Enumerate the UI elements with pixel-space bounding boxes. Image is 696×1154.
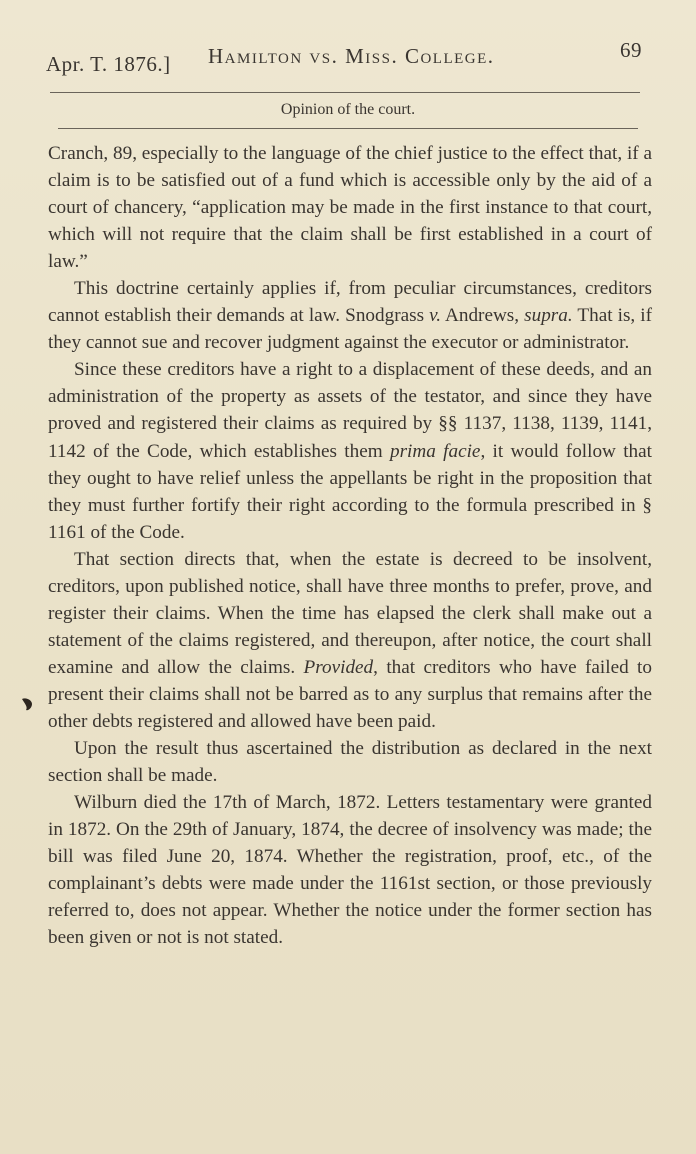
section-subheading: Opinion of the court. [280, 101, 416, 118]
italic-text: v. [429, 305, 441, 327]
paragraph [48, 546, 652, 735]
text-run: Upon the result thus ascertained the distribution as declared in the next section shall be made. [48, 738, 652, 787]
text-run: That section directs that, when the estate is decreed to be insolvent, creditors, upon published notice, shall have three months to prefer, prove, and register their claims. When the time has elapsed the clerk shall make out a statement of the claims registered, and thereupon, after notice, the court shall examine and allow the claims. [48, 548, 652, 678]
text-run: Cranch, 89, especially to the language of the chief justice to the effect that, if a claim is to be satisfied out of a fund which is accessible only by the aid of a court of chancery, “application may be made in the first instance to that court, which will not require that the claim shall be first established in a court of law.” [48, 143, 652, 273]
paragraph [48, 356, 652, 545]
case-title: Hamilton vs. Miss. College. [208, 44, 495, 68]
header-rule-top [50, 92, 640, 93]
ink-mark-icon [20, 696, 34, 712]
paragraph [48, 735, 652, 789]
text-run: Andrews, [441, 305, 525, 327]
italic-text: prima facie [389, 440, 481, 462]
court-term: Apr. T. 1876.] [46, 52, 171, 76]
page-number: 69 [620, 38, 642, 62]
italic-text: supra. [524, 305, 573, 327]
text-run: This doctrine certainly applies if, from peculiar circumstances, creditors cannot establish their demands at law. Snodgrass [48, 278, 652, 327]
text-run: Wilburn died the 17th of March, 1872. Letters testamentary were granted in 1872. On the 29th of January, 1874, the decree of insolvency was made; the bill was filed June 20, 1874. Whether the registration, proof, etc., of the complainant’s debts were made under the 1161st section, or those previously referred to, does not appear. Whether the notice under the former section has been given or not is not stated. [48, 792, 652, 949]
italic-text: Provided [303, 656, 374, 678]
paragraph [48, 789, 652, 951]
text-run: , that creditors who have failed to present their claims shall not be barred as to any surplus that remains after the other debts registered and allowed have been paid. [48, 656, 652, 732]
text-run: Since these creditors have a right to a displacement of these deeds, and an administration of the property as assets of the testator, and since they have proved and registered their claims as required by §§ 1137, 1138, 1139, 1141, 1142 of the Code, which establishes them [48, 359, 652, 462]
opinion-text [48, 140, 652, 951]
paragraph [48, 275, 652, 356]
header-rule-bottom [58, 128, 638, 129]
text-run: That is, if they cannot sue and recover judgment against the executor or administrator. [48, 305, 652, 354]
text-run: , it would follow that they ought to have relief unless the appellants be right in the proposition that they must further fortify their right according to the formula prescribed in § 1161 of the Code. [48, 440, 652, 543]
running-head [46, 38, 646, 76]
paragraph [48, 140, 652, 275]
